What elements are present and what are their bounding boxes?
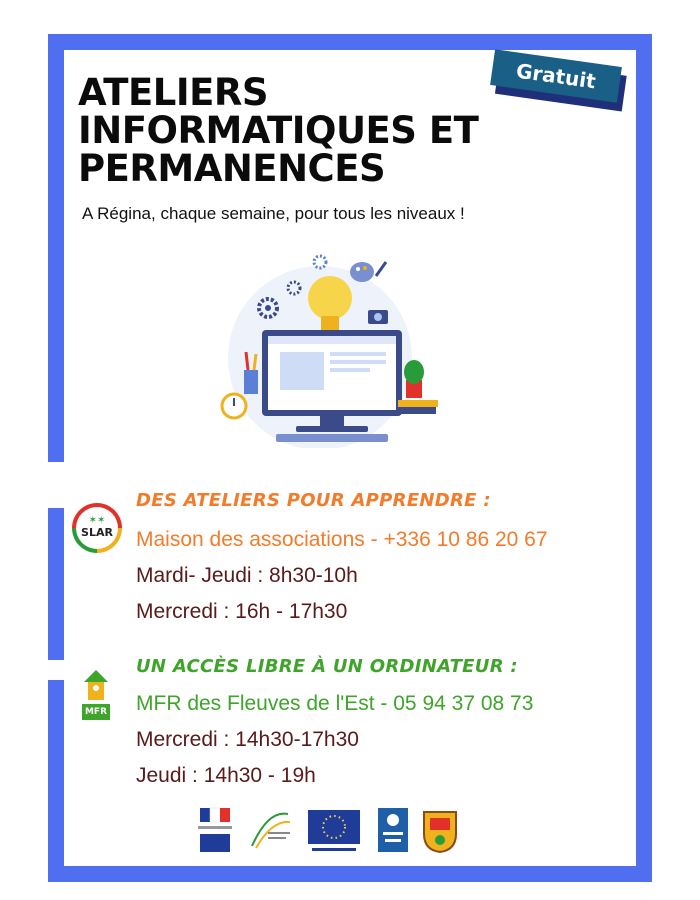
keyboard-icon xyxy=(276,434,388,442)
section2-schedule-2: Jeudi : 14h30 - 19h xyxy=(136,764,316,787)
section1-heading: DES ATELIERS POUR APPRENDRE : xyxy=(136,490,491,511)
brush-icon xyxy=(376,262,386,276)
section1-schedule-2: Mercredi : 16h - 17h30 xyxy=(136,600,348,623)
free-badge-label: Gratuit xyxy=(490,49,622,102)
computer-illustration xyxy=(210,248,450,448)
collectivite-guyane-logo xyxy=(248,806,294,854)
section1-place: Maison des associations - +336 10 86 20 67 xyxy=(136,528,548,551)
frame-notch xyxy=(48,660,64,680)
books-icon xyxy=(398,400,438,414)
palette-icon xyxy=(350,262,374,282)
title-line: ATELIERS xyxy=(78,71,269,114)
poster-title xyxy=(78,71,538,190)
caf-guyane-logo xyxy=(376,806,410,854)
slar-logo-text: ✶✶ SLAR xyxy=(76,507,118,549)
subtitle: A Régina, chaque semaine, pour tous les niveaux ! xyxy=(82,204,465,223)
title-line: PERMANENCES xyxy=(78,147,386,190)
camera-icon xyxy=(368,310,388,324)
section2-schedule-1: Mercredi : 14h30-17h30 xyxy=(136,728,359,751)
section2-place: MFR des Fleuves de l'Est - 05 94 37 08 73 xyxy=(136,692,534,715)
prefecture-guyane-logo xyxy=(196,806,234,854)
frame-notch xyxy=(48,462,64,508)
clock-icon xyxy=(222,394,246,418)
section1-schedule-1: Mardi- Jeudi : 8h30-10h xyxy=(136,564,358,587)
plant-icon xyxy=(404,360,424,398)
title-line: INFORMATIQUES ET xyxy=(78,109,479,152)
slar-logo xyxy=(72,503,122,553)
section2-heading: UN ACCÈS LIBRE À UN ORDINATEUR : xyxy=(136,656,518,677)
union-europeenne-logo xyxy=(306,806,362,854)
mfr-house-icon xyxy=(82,668,110,704)
regina-coat-of-arms-logo xyxy=(418,806,462,854)
mfr-logo: MFR xyxy=(82,668,110,722)
